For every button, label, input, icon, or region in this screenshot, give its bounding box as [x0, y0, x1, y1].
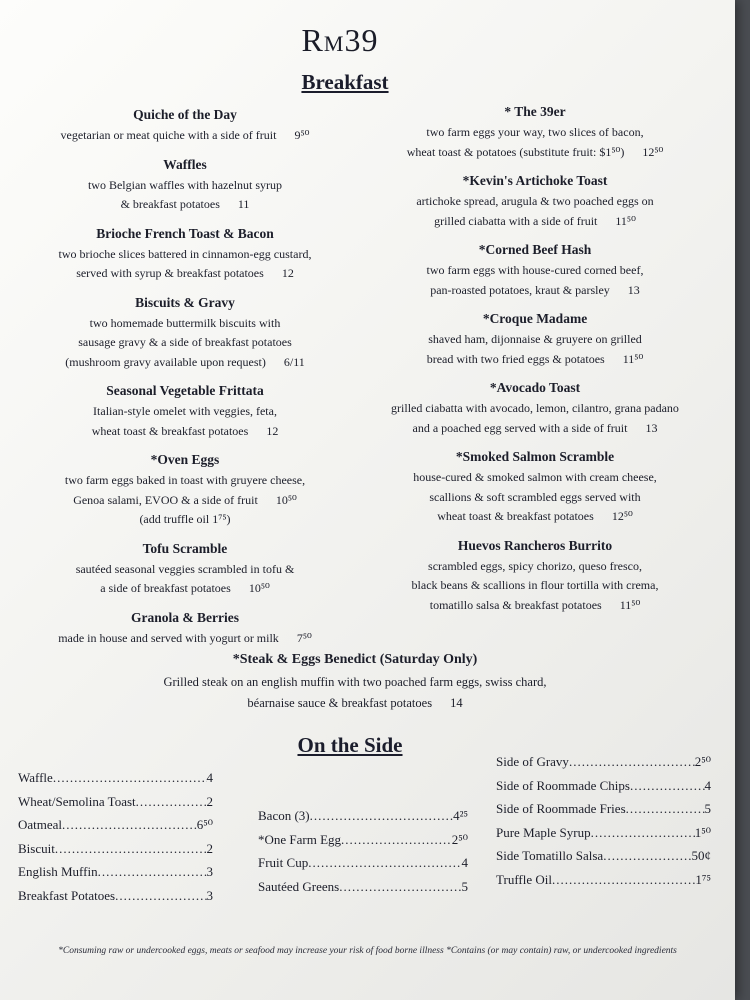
menu-item-price: 9⁵⁰ [294, 128, 310, 142]
side-item [496, 750, 711, 774]
menu-item-body [20, 314, 350, 373]
menu-item-price: 10⁵⁰ [248, 581, 270, 595]
menu-item-price: 7⁵⁰ [296, 630, 312, 645]
side-item-price: 1⁵⁰ [694, 824, 711, 840]
side-item [18, 884, 213, 908]
side-item [258, 851, 468, 875]
menu-item [20, 223, 350, 284]
menu-item [370, 239, 700, 300]
side-item-name: Fruit Cup [258, 855, 309, 870]
menu-item-description: scrambled eggs, spicy chorizo, queso fresco, black beans & scallions in flour tortilla with crema, tomatillo salsa & breakfast potatoes [411, 558, 659, 612]
menu-item-price: 11⁵⁰ [619, 597, 641, 612]
side-item-name: Wheat/Semolina Toast [18, 793, 136, 809]
side-item-price: 2⁵⁰ [694, 754, 711, 769]
side-item-price: 4 [206, 770, 213, 785]
menu-item-body [20, 629, 350, 649]
menu-item-body [20, 560, 350, 599]
leader-dots [62, 813, 197, 837]
logo-number: 39 [344, 22, 379, 58]
menu-item-description: two farm eggs your way, two slices of bacon, wheat toast & potatoes (substitute fruit: $1⁵⁰) [406, 125, 644, 159]
leader-dots [630, 774, 705, 798]
menu-item-description: two homemade buttermilk biscuits with sausage gravy & a side of breakfast potatoes (mushroom gravy available upon request) [65, 315, 292, 369]
menu-item-description: vegetarian or meat quiche with a side of fruit [60, 128, 277, 142]
side-item-name: Waffle [18, 770, 53, 785]
menu-item-price: 12 [281, 266, 294, 280]
menu-item [20, 607, 350, 649]
menu-item-body [20, 471, 350, 510]
menu-item-description: shaved ham, dijonnaise & gruyere on grilled bread with two fried eggs & potatoes [426, 332, 642, 366]
menu-item-name: *Smoked Salmon Scramble [455, 449, 615, 464]
menu-item-body [370, 557, 700, 616]
menu-item-body [370, 468, 700, 527]
menu-item-price: 14 [450, 696, 463, 710]
side-item-name: Truffle Oil [496, 871, 552, 887]
side-item [18, 790, 213, 814]
side-item-name: *One Farm Egg [258, 831, 342, 847]
left-menu-column [20, 104, 350, 656]
menu-item-price: 11⁵⁰ [622, 351, 644, 366]
side-item-price: 4 [704, 777, 711, 793]
leader-dots [55, 837, 207, 861]
leader-dots [569, 750, 695, 774]
side-item-name: Pure Maple Syrup [496, 824, 591, 840]
side-item-price: 4²⁵ [453, 808, 468, 823]
leader-dots [310, 804, 453, 828]
sides-column-2 [258, 804, 468, 898]
menu-item-description: house-cured & smoked salmon with cream cheese, scallions & soft scrambled eggs served with wheat toast & breakfast potatoes [413, 470, 657, 523]
logo-m: M [323, 31, 345, 56]
menu-item-body [370, 192, 700, 231]
side-item-name: Biscuit [18, 840, 55, 856]
side-item-price: 2 [206, 793, 213, 809]
side-item [258, 828, 468, 852]
sides-column-3 [496, 750, 711, 891]
leader-dots [136, 790, 207, 814]
menu-item-name: *Kevin's Artichoke Toast [462, 173, 608, 188]
menu-item-name: Biscuits & Gravy [135, 294, 235, 310]
leader-dots [552, 868, 695, 892]
side-item-name: Side of Gravy [496, 754, 569, 769]
menu-item-price: 13 [627, 282, 640, 297]
menu-item [20, 292, 350, 373]
leader-dots [591, 821, 695, 845]
menu-item-description: Grilled steak on an english muffin with two poached farm eggs, swiss chard, béarnaise sauce & breakfast potatoes [163, 675, 547, 710]
menu-item [370, 377, 700, 438]
leader-dots [603, 844, 691, 868]
menu-item-body [20, 245, 350, 284]
menu-item [20, 380, 350, 441]
sides-heading: On the Side [297, 733, 403, 757]
menu-item-body [370, 123, 700, 162]
menu-item-body [20, 126, 350, 146]
side-item-name: Breakfast Potatoes [18, 887, 116, 903]
side-item [18, 766, 213, 790]
menu-item [370, 101, 700, 162]
menu-item-price: 11⁵⁰ [615, 213, 636, 228]
side-item-price: 6⁵⁰ [196, 817, 213, 832]
menu-item-name: *Croque Madame [482, 311, 588, 326]
menu-item-price: 13 [645, 420, 658, 435]
side-item [258, 804, 468, 828]
menu-item-name: Seasonal Vegetable Frittata [106, 383, 264, 398]
side-item [496, 821, 711, 845]
side-item [18, 813, 213, 837]
side-item [18, 837, 213, 861]
leader-dots [339, 875, 461, 899]
menu-item-price: 6/11 [283, 354, 305, 369]
menu-item [370, 535, 700, 616]
leader-dots [341, 828, 452, 852]
menu-item-name: *Oven Eggs [150, 452, 220, 467]
menu-item-body [20, 176, 350, 215]
menu-item-body [370, 261, 700, 300]
menu-item-name: *Avocado Toast [489, 380, 581, 395]
logo-r: R [301, 22, 324, 58]
menu-item-name: Tofu Scramble [142, 540, 228, 556]
menu-item-description: two farm eggs baked in toast with gruyere cheese, Genoa salami, EVOO & a side of fruit [64, 473, 306, 507]
side-item-name: Bacon (3) [258, 808, 310, 823]
leader-dots [308, 851, 461, 875]
menu-item-name: *Steak & Eggs Benedict (Saturday Only) [232, 652, 478, 667]
menu-item-description: made in house and served with yogurt or milk [58, 630, 279, 645]
side-item-price: 50¢ [691, 848, 711, 863]
menu-item-description: two Belgian waffles with hazelnut syrup & breakfast potatoes [87, 177, 283, 211]
side-item-price: 2 [206, 840, 213, 856]
leader-dots [115, 884, 206, 908]
side-item-price: 2⁵⁰ [451, 831, 468, 847]
menu-item-description: grilled ciabatta with avocado, lemon, cilantro, grana padano and a poached egg served with a side of fruit [391, 401, 679, 435]
menu-item-body [20, 402, 350, 441]
side-item-name: English Muffin [18, 864, 98, 879]
side-item [496, 774, 711, 798]
menu-item-description: two brioche slices battered in cinnamon-egg custard, served with syrup & breakfast potatoes [58, 246, 312, 280]
leader-dots [626, 797, 705, 821]
menu-item-price: 10⁵⁰ [275, 492, 297, 507]
side-item [496, 868, 711, 892]
side-item-price: 5 [461, 878, 468, 894]
side-item-price: 3 [206, 887, 213, 903]
menu-item [370, 446, 700, 527]
menu-item-description: two farm eggs with house-cured corned beef, pan-roasted potatoes, kraut & parsley [426, 263, 644, 297]
restaurant-logo [0, 22, 680, 59]
leader-dots [98, 860, 207, 884]
right-menu-column [370, 101, 700, 623]
breakfast-heading: Breakfast [301, 70, 389, 94]
menu-item-name: Quiche of the Day [133, 107, 237, 122]
menu-item-name: Brioche French Toast & Bacon [96, 225, 274, 241]
menu-item-name: *Corned Beef Hash [478, 242, 592, 257]
menu-item-price: 11 [237, 197, 250, 211]
menu-item [20, 449, 350, 530]
menu-item-name: Huevos Rancheros Burrito [457, 537, 613, 553]
leader-dots [53, 766, 207, 790]
menu-item [20, 154, 350, 215]
menu-item [20, 538, 350, 599]
side-item [496, 844, 711, 868]
footnote: *Consuming raw or undercooked eggs, meats or seafood may increase your risk of food borne illness *Contains (or may contain) raw, or undercooked ingredients [58, 946, 677, 956]
menu-item-price: 12 [266, 423, 279, 438]
menu-item-description: artichoke spread, arugula & two poached eggs on grilled ciabatta with a side of fruit [416, 194, 654, 228]
menu-item-description: Italian-style omelet with veggies, feta, wheat toast & breakfast potatoes [91, 404, 277, 438]
side-item-price: 1⁷⁵ [695, 871, 711, 887]
side-item-name: Oatmeal [18, 817, 63, 832]
side-item-name: Side Tomatillo Salsa [496, 848, 604, 863]
menu-item-name: * The 39er [504, 104, 566, 119]
menu-item-price: 12⁵⁰ [611, 509, 633, 523]
menu-item-body [370, 399, 700, 438]
side-item-price: 5 [704, 801, 711, 816]
menu-item [370, 170, 700, 231]
menu-item-description: sautéed seasonal veggies scrambled in tofu & a side of breakfast potatoes [75, 561, 295, 595]
side-item [258, 875, 468, 899]
side-item-name: Side of Roommade Chips [496, 777, 630, 793]
menu-item [370, 308, 700, 369]
feature-item [60, 648, 650, 714]
menu-item-note: (add truffle oil 1⁷⁵) [139, 512, 231, 526]
side-item-name: Sautéed Greens [258, 878, 340, 894]
menu-item-price: 12⁵⁰ [642, 144, 664, 159]
menu-item-name: Granola & Berries [131, 609, 239, 625]
menu-item-name: Waffles [163, 156, 207, 172]
side-item-price: 3 [206, 864, 213, 879]
menu-item [20, 104, 350, 146]
menu-item-body [370, 330, 700, 369]
sides-column-1 [18, 766, 213, 907]
side-item [496, 797, 711, 821]
side-item-name: Side of Roommade Fries [496, 801, 626, 816]
side-item-price: 4 [461, 855, 468, 870]
side-item [18, 860, 213, 884]
